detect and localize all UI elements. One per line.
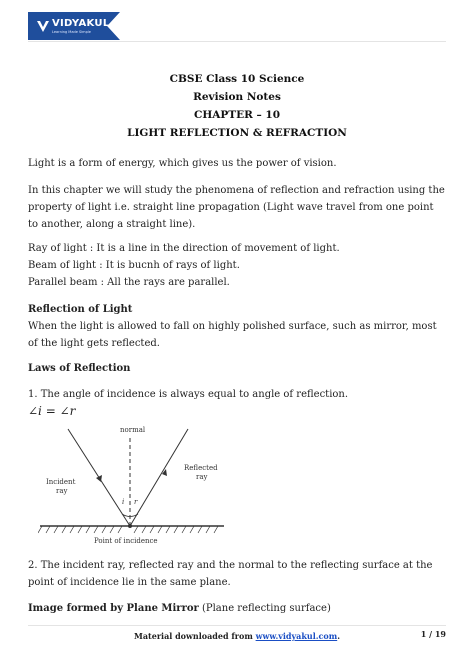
footer-link[interactable]: www.vidyakul.com — [255, 631, 338, 641]
reflection-heading: Reflection of Light — [28, 304, 133, 315]
footer-suffix: . — [337, 631, 340, 641]
title-chapter: CHAPTER – 10 — [193, 109, 281, 121]
definitions-block — [28, 240, 446, 291]
label-angle-r: r — [134, 498, 138, 506]
laws-heading: Laws of Reflection — [28, 363, 131, 374]
vidyakul-mark-icon — [36, 19, 50, 33]
intro-paragraph: Light is a form of energy, which gives us the power of vision. — [28, 158, 337, 169]
label-incident: Incident — [46, 478, 76, 486]
law-1-block — [28, 386, 446, 420]
law-1: 1. The angle of incidence is always equal to angle of reflection. — [28, 389, 349, 400]
definition-beam: Beam of light : It is bucnh of rays of light. — [28, 260, 240, 271]
title-topic: LIGHT REFLECTION & REFRACTION — [127, 127, 347, 139]
chapter-paragraph: In this chapter we will study the phenomena of reflection and refraction using the property of light i.e. straight line propagation (Light wave travel from one point to another, along a straight line). — [28, 185, 445, 230]
footer-prefix: Material downloaded from — [134, 631, 256, 641]
footer-divider — [28, 625, 446, 626]
title-notes: Revision Notes — [193, 91, 281, 103]
definition-ray: Ray of light : It is a line in the direction of movement of light. — [28, 243, 340, 254]
page-number: 1 / 19 — [420, 629, 446, 639]
law-2: 2. The incident ray, reflected ray and the normal to the reflecting surface at the point of incidence lie in the same plane. — [28, 560, 433, 588]
label-reflected: Reflected — [184, 464, 218, 472]
label-normal: normal — [120, 426, 146, 434]
reflection-text: When the light is allowed to fall on highly polished surface, such as mirror, most of the light gets reflected. — [28, 321, 437, 349]
angle-formula: ∠i = ∠r — [28, 404, 76, 418]
reflection-section — [28, 301, 446, 352]
mirror-hatching — [38, 526, 218, 533]
label-reflected-ray: ray — [196, 473, 208, 481]
label-incident-ray: ray — [56, 487, 68, 495]
header-divider — [28, 41, 446, 42]
label-point-of-incidence: Point of incidence — [94, 537, 158, 545]
footer — [0, 631, 474, 641]
reflected-arrow-icon — [162, 469, 167, 476]
plane-mirror-heading: Image formed by Plane Mirror — [28, 603, 199, 614]
laws-heading-block — [28, 360, 446, 377]
plane-mirror-block — [28, 600, 446, 617]
title-block — [0, 70, 474, 142]
reflection-diagram — [38, 424, 238, 548]
incident-arrow-icon — [96, 475, 102, 482]
definition-parallel: Parallel beam : All the rays are parallel. — [28, 277, 230, 288]
logo-brand: VIDYAKUL — [52, 18, 110, 29]
law-2-block — [28, 557, 446, 591]
logo-tagline: Learning Made Simple — [52, 30, 91, 34]
point-of-incidence-dot — [128, 524, 132, 528]
vidyakul-logo — [28, 12, 120, 40]
plane-mirror-note: (Plane reflecting surface) — [198, 603, 331, 614]
reflected-ray — [130, 429, 188, 526]
title-class: CBSE Class 10 Science — [169, 73, 305, 85]
label-angle-i: i — [122, 498, 125, 506]
